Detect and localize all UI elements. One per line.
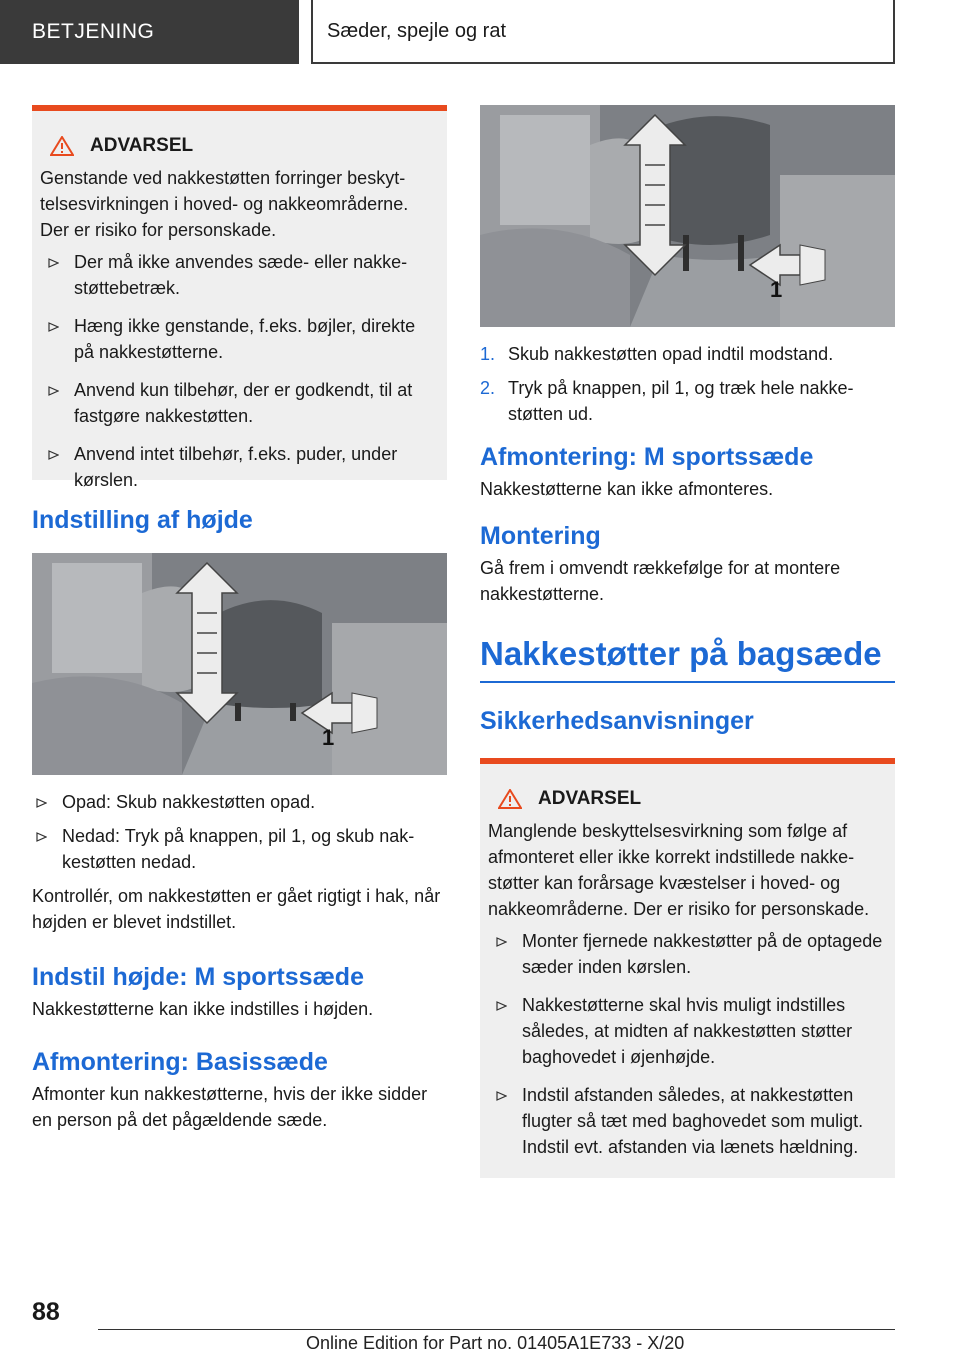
- heading-rule: [480, 681, 895, 683]
- basis-text: Afmonter kun nakkestøtterne, hvis der ikke sidder en person på det pågældende sæde.: [32, 1084, 428, 1130]
- msport-text: Nakkestøtterne kan ikke indstilles i højden.: [32, 999, 374, 1019]
- height-list: [32, 789, 447, 875]
- section-heading-safety: Sikkerhedsanvisninger: [480, 707, 754, 735]
- page-number: 88: [32, 1298, 60, 1326]
- warning-title-text: ADVARSEL: [538, 788, 642, 809]
- warning-text: Manglende beskyttelsesvirkning som følge af afmonteret eller ikke korrekt indstillede nakkestøtter kan forårsage kvæstelser i hoved- og nakkeområderne. Der er risiko for personskade.: [488, 821, 870, 919]
- arrow-label-1: 1: [770, 277, 783, 302]
- list-item: Indstil afstanden således, at nakkestøtten flugter så tæt med baghovedet som muligt. Indstil evt. afstanden via lænets hældning.: [488, 1082, 887, 1160]
- warning-title: [498, 788, 887, 810]
- section-heading-dismount: Afmontering: M sportssæde: [480, 443, 814, 471]
- footer-edition: Online Edition for Part no. 01405A1E733 - X/20: [306, 1333, 685, 1353]
- triangle-bullet-icon: [36, 832, 47, 842]
- list-item: Hæng ikke genstande, f.eks. bøjler, direkte på nakkestøtterne.: [40, 313, 439, 365]
- right-column: [480, 105, 895, 1178]
- section-heading-basis: Afmontering: Basissæde: [32, 1048, 328, 1076]
- section-heading-msport: Indstil højde: M sportssæde: [32, 963, 364, 991]
- triangle-bullet-icon: [48, 322, 59, 332]
- warning-text: Genstande ved nakkestøtten forringer beskyttelsesvirkningen i hoved- og nakkeområderne. Der er risiko for personskade.: [40, 168, 409, 240]
- list-item: Anvend intet tilbehør, f.eks. puder, under kørslen.: [40, 441, 439, 493]
- arrow-label-1: 1: [322, 725, 335, 750]
- warning-triangle-icon: [498, 789, 522, 809]
- triangle-bullet-icon: [48, 386, 59, 396]
- section-heading-height: Indstilling af højde: [32, 506, 253, 534]
- list-item: Opad: Skub nakkestøtten opad.: [32, 789, 447, 815]
- section-heading-mount: Montering: [480, 522, 601, 550]
- list-item: 2. Tryk på knappen, pil 1, og træk hele nakkestøtten ud.: [480, 378, 854, 424]
- warning-title-text: ADVARSEL: [90, 135, 194, 156]
- warning-box-right: [480, 758, 895, 1178]
- headrest-illustration: [480, 105, 895, 327]
- triangle-bullet-icon: [496, 1001, 507, 1011]
- header-chapter-title: Sæder, spejle og rat: [311, 0, 895, 64]
- triangle-bullet-icon: [48, 450, 59, 460]
- list-item: Nakkestøtterne skal hvis muligt indstilles således, at midten af nakkestøtten støtter baghovedet i øjenhøjde.: [488, 992, 887, 1070]
- chapter-heading-rear: Nakkestøtter på bagsæde: [480, 635, 882, 672]
- warning-box-left: [32, 105, 447, 490]
- header-section-label: BETJENING: [0, 0, 299, 64]
- triangle-bullet-icon: [36, 798, 47, 808]
- list-item: Nedad: Tryk på knappen, pil 1, og skub nakkestøtten nedad.: [32, 823, 447, 875]
- mount-text: Gå frem i omvendt rækkefølge for at montere nakkestøtterne.: [480, 558, 841, 604]
- removal-steps: [480, 341, 895, 427]
- footer-rule: [98, 1329, 895, 1330]
- list-item: Anvend kun tilbehør, der er godkendt, til at fastgøre nakkestøtten.: [40, 377, 439, 429]
- height-check-text: Kontrollér, om nakkestøtten er gået rigtigt i hak, når højden er blevet indstillet.: [32, 886, 441, 932]
- dismount-text: Nakkestøtterne kan ikke afmonteres.: [480, 479, 774, 499]
- headrest-illustration: [32, 553, 447, 775]
- headrest-remove-figure: [480, 105, 895, 327]
- triangle-bullet-icon: [48, 258, 59, 268]
- warning-triangle-icon: [50, 136, 74, 156]
- headrest-adjust-figure: [32, 553, 447, 775]
- warning-title: [50, 135, 439, 157]
- warning-list: [40, 249, 439, 493]
- triangle-bullet-icon: [496, 937, 507, 947]
- triangle-bullet-icon: [496, 1091, 507, 1101]
- warning-list: [488, 928, 887, 1160]
- left-column: [32, 105, 447, 1133]
- list-item: 1. Skub nakkestøtten opad indtil modstand.: [480, 344, 834, 364]
- list-item: Monter fjernede nakkestøtter på de optagede sæder inden kørslen.: [488, 928, 887, 980]
- list-item: Der må ikke anvendes sæde- eller nakkestøttebetræk.: [40, 249, 439, 301]
